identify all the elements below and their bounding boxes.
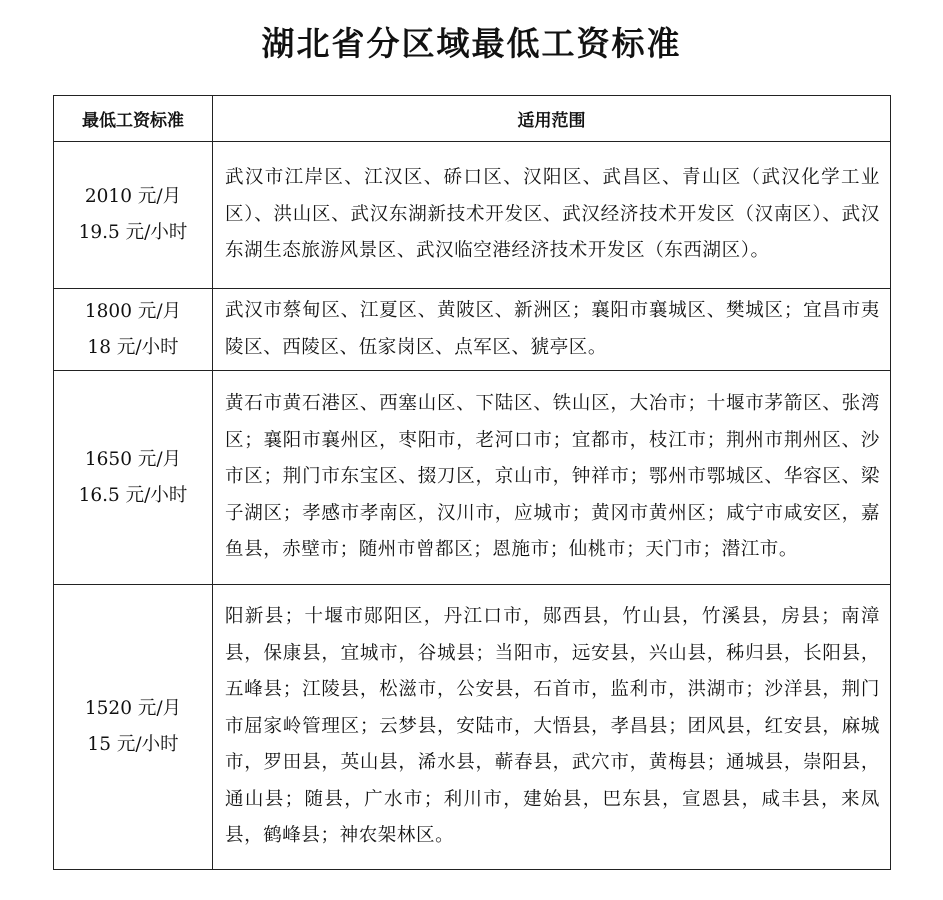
- table-row: [54, 142, 891, 289]
- monthly-wage: 2010 元/月: [84, 186, 182, 207]
- table-row: [54, 289, 891, 371]
- hourly-wage: 19.5 元/小时: [78, 222, 188, 243]
- table-row: [54, 371, 891, 585]
- scope-cell: 武汉市江岸区、江汉区、硚口区、汉阳区、武昌区、青山区（武汉化学工业区）、洪山区、武汉东湖新技术开发区、武汉经济技术开发区（汉南区）、武汉东湖生态旅游风景区、武汉临空港经济技术开发区（东西湖区）。: [213, 142, 891, 289]
- wage-standard-cell: [54, 585, 213, 870]
- hourly-wage: 16.5 元/小时: [78, 484, 188, 506]
- header-scope: 适用范围: [213, 96, 891, 142]
- minimum-wage-table: [53, 95, 891, 870]
- wage-standard-cell: [54, 371, 213, 585]
- scope-cell: 黄石市黄石港区、西塞山区、下陆区、铁山区，大冶市；十堰市茅箭区、张湾区；襄阳市襄州区，枣阳市，老河口市；宜都市，枝江市；荆州市荆州区、沙市区；荆门市东宝区、掇刀区，京山市，钟祥市；鄂州市鄂城区、华容区、梁子湖区；孝感市孝南区，汉川市，应城市；黄冈市黄州区；咸宁市咸安区，嘉鱼县，赤壁市；随州市曾都区；恩施市；仙桃市；天门市；潜江市。: [213, 371, 891, 585]
- document-title: 湖北省分区域最低工资标准: [261, 24, 682, 63]
- scope-cell: 阳新县；十堰市郧阳区，丹江口市，郧西县，竹山县，竹溪县，房县；南漳县，保康县，宜城市，谷城县；当阳市，远安县，兴山县，秭归县，长阳县，五峰县；江陵县，松滋市，公安县，石首市，监利市，洪湖市；沙洋县，荆门市屈家岭管理区；云梦县，安陆市，大悟县，孝昌县；团风县，红安县，麻城市，罗田县，英山县，浠水县，蕲春县，武穴市，黄梅县；通城县，崇阳县，通山县；随县，广水市；利川市，建始县，巴东县，宣恩县，咸丰县，来凤县，鹤峰县；神农架林区。: [213, 585, 891, 870]
- monthly-wage: 1800 元/月: [84, 300, 182, 322]
- header-standard: 最低工资标准: [54, 96, 213, 142]
- scope-cell: 武汉市蔡甸区、江夏区、黄陂区、新洲区；襄阳市襄城区、樊城区；宜昌市夷陵区、西陵区、伍家岗区、点军区、猇亭区。: [213, 289, 891, 371]
- wage-standard-cell: [54, 142, 213, 289]
- monthly-wage: 1650 元/月: [84, 448, 182, 470]
- monthly-wage: 1520 元/月: [84, 698, 182, 719]
- hourly-wage: 15 元/小时: [87, 734, 179, 755]
- table-row: [54, 585, 891, 870]
- table-header-row: [54, 96, 891, 142]
- hourly-wage: 18 元/小时: [87, 336, 179, 358]
- wage-standard-cell: [54, 289, 213, 371]
